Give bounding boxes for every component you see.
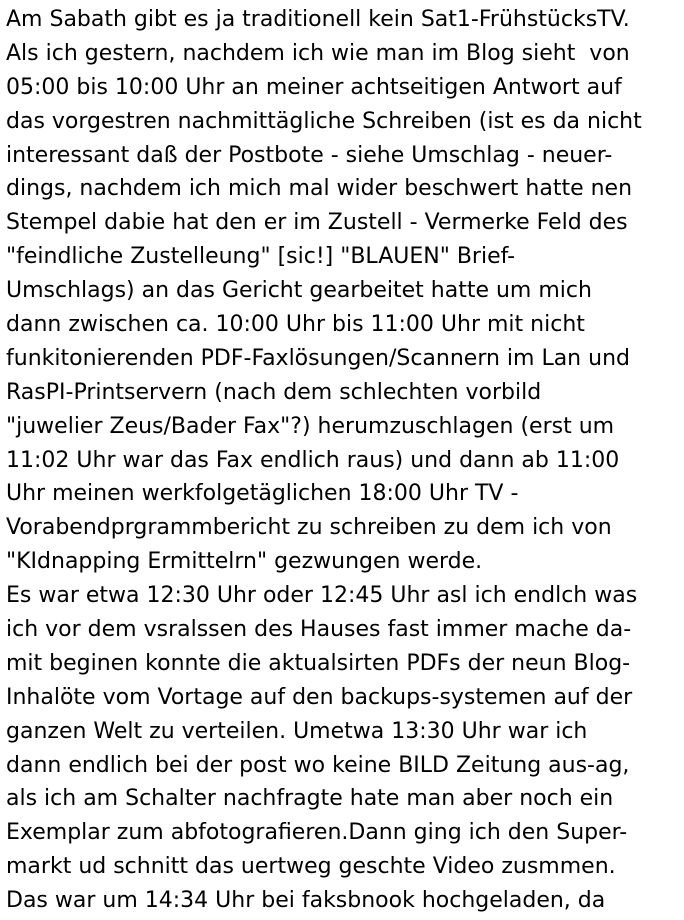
text-line: Stempel dabie hat den er im Zustell - Vermerke Feld des: [6, 210, 628, 236]
text-line: dann endlich bei der post wo keine BILD Zeitung aus-ag,: [6, 752, 630, 778]
text-line: ich vor dem vsralssen des Hauses fast immer mache da-: [6, 617, 632, 643]
text-line: dann zwischen ca. 10:00 Uhr bis 11:00 Uhr mit nicht: [6, 312, 585, 338]
text-line: "KIdnapping Ermittelrn" gezwungen werde.: [6, 549, 483, 575]
text-line: Exemplar zum abfotografieren.Dann ging ich den Super-: [6, 820, 628, 846]
text-line: Vorabendprgrammbericht zu schreiben zu dem ich von: [6, 515, 612, 541]
text-line: Es war etwa 12:30 Uhr oder 12:45 Uhr asl ich endlch was: [6, 583, 638, 609]
text-line: 11:02 Uhr war das Fax endlich raus) und dann ab 11:00: [6, 447, 620, 473]
document-text: [6, 3, 682, 918]
text-line: Als ich gestern, nachdem ich wie man im Blog sieht von: [6, 40, 630, 66]
text-line: dings, nachdem ich mich mal wider beschwert hatte nen: [6, 176, 633, 202]
text-line: 05:00 bis 10:00 Uhr an meiner achtseitigen Antwort auf: [6, 74, 622, 100]
text-line: Umschlags) an das Gericht gearbeitet hatte um mich: [6, 278, 592, 304]
text-line: RasPI-Printservern (nach dem schlechten vorbild: [6, 379, 542, 405]
text-line: interessant daß der Postbote - siehe Umschlag - neuer-: [6, 142, 613, 168]
text-line: "feindliche Zustelleung" [sic!] "BLAUEN" Brief-: [6, 244, 516, 270]
text-line: funkitonierenden PDF-Faxlösungen/Scannern im Lan und: [6, 345, 630, 371]
text-line: als ich am Schalter nachfragte hate man aber noch ein: [6, 786, 614, 812]
text-line: ganzen Welt zu verteilen. Umetwa 13:30 Uhr war ich: [6, 718, 588, 744]
text-line: Das war um 14:34 Uhr bei faksbnook hochgeladen, da: [6, 888, 606, 914]
text-line: markt ud schnitt das uertweg geschte Video zusmmen.: [6, 854, 616, 880]
text-line: "juwelier Zeus/Bader Fax"?) herumzuschlagen (erst um: [6, 413, 615, 439]
text-line: Inhalöte vom Vortage auf den backups-systemen auf der: [6, 684, 633, 710]
text-line: Uhr meinen werkfolgetäglichen 18:00 Uhr TV -: [6, 481, 519, 507]
text-line: Am Sabath gibt es ja traditionell kein Sat1-FrühstücksTV.: [6, 7, 630, 32]
text-line: das vorgestren nachmittägliche Schreiben (ist es da nicht: [6, 108, 642, 134]
text-line: mit beginen konnte die aktualsirten PDFs der neun Blog-: [6, 650, 631, 676]
